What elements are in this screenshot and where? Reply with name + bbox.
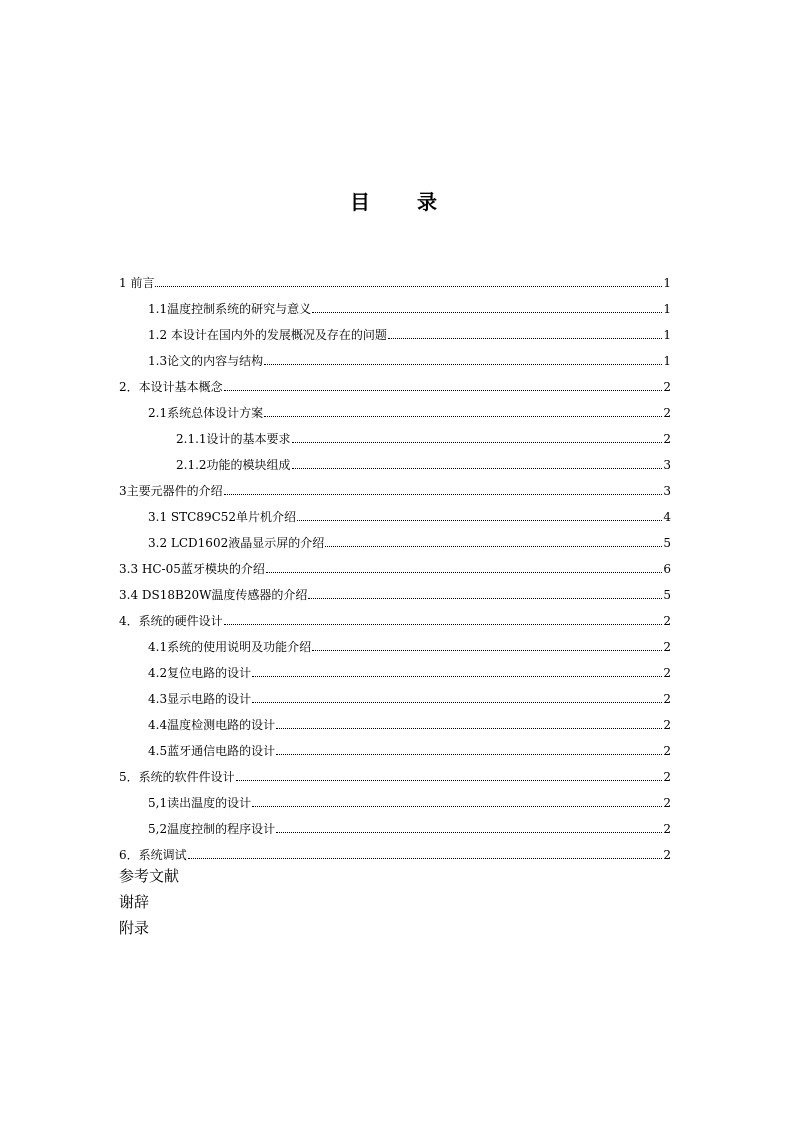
toc-entry-page-number: 5 bbox=[663, 536, 671, 550]
toc-entry-page-number: 2 bbox=[663, 848, 671, 862]
dot-leader bbox=[276, 832, 662, 833]
toc-entry-title: 2.1.1设计的基本要求 bbox=[176, 432, 291, 446]
dot-leader bbox=[312, 650, 662, 651]
toc-entry-page-number: 2 bbox=[663, 614, 671, 628]
toc-entry-title: 3.4 DS18B20W温度传感器的介绍 bbox=[119, 588, 308, 602]
toc-entry-page-number: 2 bbox=[663, 666, 671, 680]
toc-entry-page-number: 2 bbox=[663, 380, 671, 394]
toc-entry-page-number: 2 bbox=[663, 432, 671, 446]
dot-leader bbox=[224, 494, 663, 495]
dot-leader bbox=[264, 416, 662, 417]
toc-entry-title: 3.3 HC-05蓝牙模块的介绍 bbox=[119, 562, 265, 576]
toc-entry-title: 4.1系统的使用说明及功能介绍 bbox=[148, 640, 312, 654]
dot-leader bbox=[276, 728, 662, 729]
toc-entry-title: 4.2复位电路的设计 bbox=[148, 666, 252, 680]
toc-entry-page-number: 1 bbox=[663, 302, 671, 316]
dot-leader bbox=[236, 780, 663, 781]
toc-entry-title: 5,2温度控制的程序设计 bbox=[148, 822, 276, 836]
toc-entry-page-number: 2 bbox=[663, 822, 671, 836]
dot-leader bbox=[252, 806, 662, 807]
toc-entry-page-number: 3 bbox=[663, 458, 671, 472]
toc-entry-title: 2.1系统总体设计方案 bbox=[148, 406, 264, 420]
dot-leader bbox=[155, 286, 662, 287]
dot-leader bbox=[264, 364, 662, 365]
toc-entry-page-number: 1 bbox=[663, 354, 671, 368]
table-of-contents bbox=[119, 264, 671, 862]
back-matter-item[interactable]: 参考文献 bbox=[119, 867, 180, 885]
toc-entry[interactable] bbox=[119, 394, 671, 420]
dot-leader bbox=[297, 520, 662, 521]
dot-leader bbox=[266, 572, 662, 573]
toc-entry-title: 5．系统的软件件设计 bbox=[119, 770, 235, 784]
dot-leader bbox=[188, 858, 663, 859]
toc-entry[interactable] bbox=[119, 498, 671, 524]
back-matter-item[interactable]: 附录 bbox=[119, 919, 150, 937]
toc-entry[interactable] bbox=[119, 550, 671, 576]
toc-entry[interactable] bbox=[119, 524, 671, 550]
toc-entry-title: 3.2 LCD1602液晶显示屏的介绍 bbox=[148, 536, 325, 550]
toc-entry[interactable] bbox=[119, 758, 671, 784]
dot-leader bbox=[224, 390, 663, 391]
toc-entry-page-number: 2 bbox=[663, 770, 671, 784]
dot-leader bbox=[292, 468, 663, 469]
dot-leader bbox=[252, 702, 662, 703]
toc-entry-title: 1.2 本设计在国内外的发展概况及存在的问题 bbox=[148, 328, 387, 342]
toc-entry-page-number: 2 bbox=[663, 640, 671, 654]
toc-entry[interactable] bbox=[119, 654, 671, 680]
toc-entry-title: 2.1.2功能的模块组成 bbox=[176, 458, 291, 472]
toc-entry-title: 6．系统调试 bbox=[119, 848, 187, 862]
toc-entry-page-number: 2 bbox=[663, 796, 671, 810]
toc-entry-title: 4.4温度检测电路的设计 bbox=[148, 718, 276, 732]
toc-entry-page-number: 2 bbox=[663, 718, 671, 732]
toc-entry[interactable] bbox=[119, 602, 671, 628]
toc-entry-page-number: 2 bbox=[663, 744, 671, 758]
page-title: 目 录 bbox=[350, 190, 457, 214]
toc-entry-title: 5,1读出温度的设计 bbox=[148, 796, 252, 810]
toc-entry[interactable] bbox=[119, 368, 671, 394]
toc-entry-page-number: 2 bbox=[663, 692, 671, 706]
toc-entry-title: 1.1温度控制系统的研究与意义 bbox=[148, 302, 312, 316]
toc-entry[interactable] bbox=[119, 420, 671, 446]
toc-entry[interactable] bbox=[119, 576, 671, 602]
toc-entry[interactable] bbox=[119, 628, 671, 654]
toc-entry[interactable] bbox=[119, 706, 671, 732]
toc-entry[interactable] bbox=[119, 316, 671, 342]
dot-leader bbox=[388, 338, 662, 339]
toc-entry-title: 4.5蓝牙通信电路的设计 bbox=[148, 744, 276, 758]
toc-entry-page-number: 1 bbox=[663, 328, 671, 342]
toc-entry-title: 3主要元器件的介绍 bbox=[119, 484, 223, 498]
toc-entry-page-number: 6 bbox=[663, 562, 671, 576]
dot-leader bbox=[252, 676, 662, 677]
dot-leader bbox=[312, 312, 662, 313]
toc-entry-page-number: 2 bbox=[663, 406, 671, 420]
toc-entry[interactable] bbox=[119, 810, 671, 836]
toc-entry[interactable] bbox=[119, 784, 671, 810]
dot-leader bbox=[325, 546, 662, 547]
dot-leader bbox=[276, 754, 662, 755]
toc-entry[interactable] bbox=[119, 446, 671, 472]
toc-entry[interactable] bbox=[119, 472, 671, 498]
toc-entry[interactable] bbox=[119, 342, 671, 368]
toc-entry-page-number: 1 bbox=[663, 276, 671, 290]
dot-leader bbox=[224, 624, 663, 625]
toc-entry[interactable] bbox=[119, 264, 671, 290]
back-matter-list bbox=[119, 859, 179, 937]
dot-leader bbox=[292, 442, 663, 443]
toc-entry-title: 1 前言 bbox=[119, 276, 155, 290]
toc-entry-title: 3.1 STC89C52单片机介绍 bbox=[148, 510, 297, 524]
toc-entry-title: 4．系统的硬件设计 bbox=[119, 614, 223, 628]
toc-entry[interactable] bbox=[119, 680, 671, 706]
back-matter-item[interactable]: 谢辞 bbox=[119, 893, 150, 911]
toc-entry[interactable] bbox=[119, 836, 671, 862]
toc-entry-page-number: 3 bbox=[663, 484, 671, 498]
toc-entry[interactable] bbox=[119, 732, 671, 758]
toc-entry-title: 1.3论文的内容与结构 bbox=[148, 354, 264, 368]
toc-entry[interactable] bbox=[119, 290, 671, 316]
toc-entry-page-number: 5 bbox=[663, 588, 671, 602]
toc-entry-title: 2．本设计基本概念 bbox=[119, 380, 223, 394]
toc-entry-page-number: 4 bbox=[663, 510, 671, 524]
toc-entry-title: 4.3显示电路的设计 bbox=[148, 692, 252, 706]
dot-leader bbox=[308, 598, 662, 599]
